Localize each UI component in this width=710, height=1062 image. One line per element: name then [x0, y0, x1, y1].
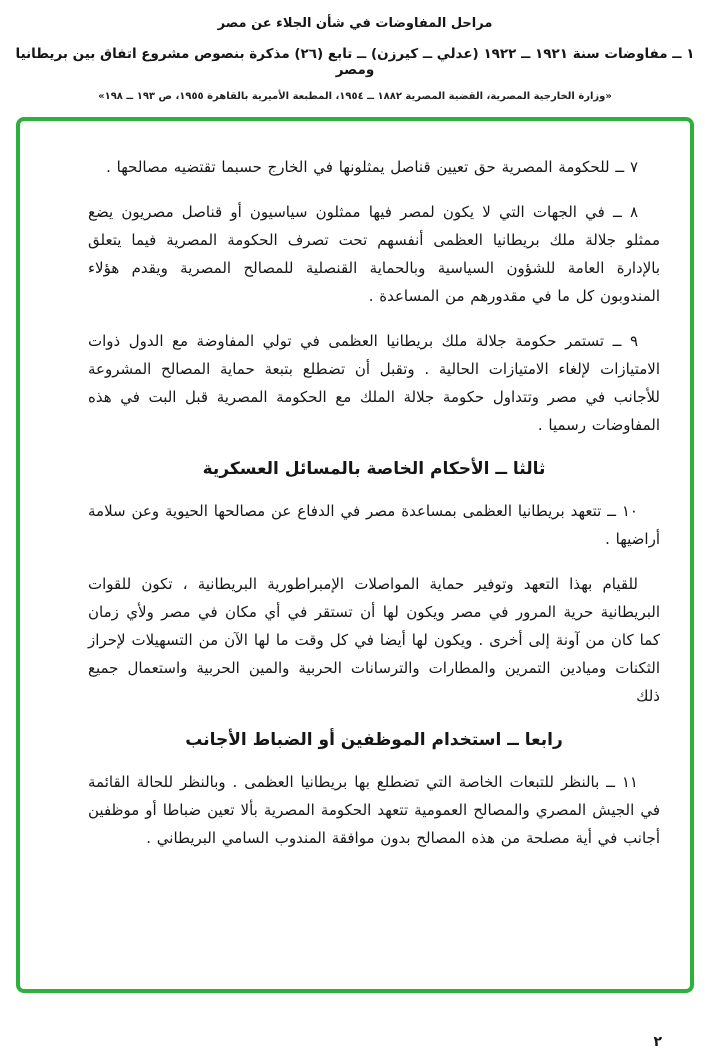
clause-8-paragraph: ٨ ــ في الجهات التي لا يكون لمصر فيها ممثلون سياسيون أو قناصل مصريون يضع ممثلو جلالة ملك بريطانيا العظمى أنفسهم تحت تصرف الحكومة المصرية فيما يتعلق بالإدارة العامة للشؤون السياسية وبالحماية القنصلية للمصالح المصرية ويقدم هؤلاء المندوبون كل ما في مقدورهم من المساعدة . [88, 203, 660, 305]
clause-10-continuation-paragraph: للقيام بهذا التعهد وتوفير حماية المواصلات الإمبراطورية البريطانية ، تكون للقوات البريطانية حرية المرور في مصر ويكون لها أن تستقر في أي مكان في مصر ولأي زمان كما كان من آونة إلى أخرى . ويكون لها أيضا في كل وقت ما لها الآن من التسهيلات لإحراز الثكنات وميادين التمرين والمطارات والترسانات الحربية والمين الحربية واستعمال جميع ذلك [88, 575, 660, 705]
page-header [0, 0, 710, 102]
source-citation: «وزارة الخارجية المصرية، القضية المصرية ١٨٨٢ ــ ١٩٥٤، المطبعة الأميرية بالقاهرة ١٩٥٥، ص ١٩٣ ــ ١٩٨» [98, 91, 612, 102]
document-title: مراحل المفاوضات في شأن الجلاء عن مصر [217, 16, 493, 31]
clause-7-paragraph: ٧ ــ للحكومة المصرية حق تعيين قناصل يمثلونها في الخارج حسبما تقتضيه مصالحها . [106, 158, 638, 176]
page-number: ٢ [653, 1034, 662, 1050]
clause-11-paragraph: ١١ ــ بالنظر للتبعات الخاصة التي تضطلع بها بريطانيا العظمى . وبالنظر للحالة القائمة في الجيش المصري والمصالح العمومية تتعهد الحكومة المصرية بألا تعين ضباطا أو موظفين أجانب في أية مصلحة من هذه المصالح بدون موافقة المندوب السامي البريطاني . [88, 773, 660, 847]
clause-10-paragraph: ١٠ ــ تتعهد بريطانيا العظمى بمساعدة مصر في الدفاع عن مصالحها الحيوية وعن سلامة أراضيها . [88, 502, 660, 548]
clause-9-paragraph: ٩ ــ تستمر حكومة جلالة ملك بريطانيا العظمى في تولي المفاوضة مع الدول ذوات الامتيازات لإلغاء الامتيازات الحالية . وتقبل أن تضطلع بتبعة حماية المصالح المشروعة للأجانب في مصر وتتداول حكومة جلالة الملك مع الحكومة المصرية قبل البت في هذه المفاوضات رسميا . [88, 332, 660, 434]
section-heading-military-provisions: ثالثا ــ الأحكام الخاصة بالمسائل العسكرية [202, 459, 546, 479]
section-heading-foreign-officials: رابعا ــ استخدام الموظفين أو الضباط الأجانب [185, 730, 563, 750]
document-subtitle: ١ ــ مفاوضات سنة ١٩٢١ ــ ١٩٢٢ (عدلي ــ كيرزن) ــ تابع (٢٦) مذكرة بنصوص مشروع اتفاق بين بريطانيا ومصر [15, 46, 695, 78]
content-highlight-box [16, 117, 694, 993]
